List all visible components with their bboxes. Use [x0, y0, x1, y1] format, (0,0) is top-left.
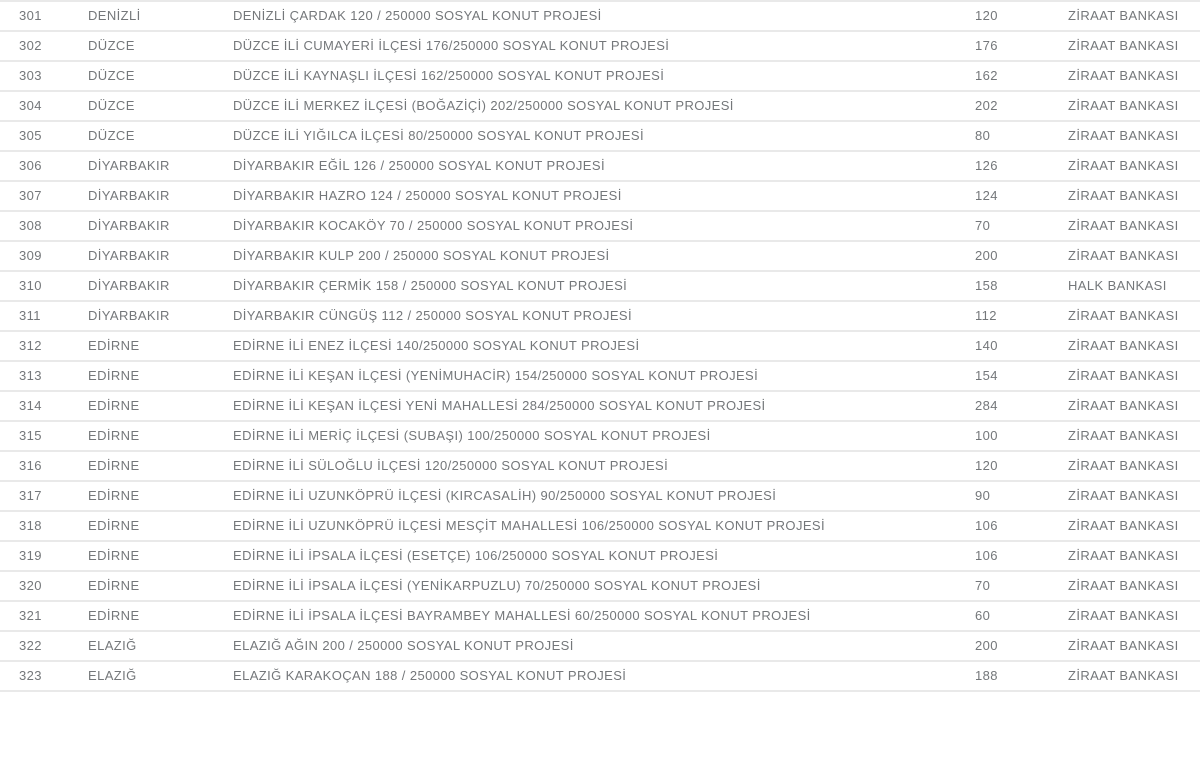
project-name-cell: EDİRNE İLİ UZUNKÖPRÜ İLÇESİ (KIRCASALİH) 90/250000 SOSYAL KONUT PROJESİ	[233, 488, 777, 503]
bank-name-cell: ZİRAAT BANKASI	[1068, 428, 1179, 443]
province-cell: DİYARBAKIR	[88, 278, 170, 293]
province-cell: DÜZCE	[88, 128, 135, 143]
unit-count-cell: 202	[975, 98, 998, 113]
province-cell: ELAZIĞ	[88, 668, 137, 683]
project-name-cell: EDİRNE İLİ İPSALA İLÇESİ (YENİKARPUZLU) 70/250000 SOSYAL KONUT PROJESİ	[233, 578, 761, 593]
row-number-cell: 304	[19, 98, 42, 113]
province-cell: ELAZIĞ	[88, 638, 137, 653]
unit-count-cell: 200	[975, 638, 998, 653]
row-number-cell: 322	[19, 638, 42, 653]
project-name-cell: ELAZIĞ AĞIN 200 / 250000 SOSYAL KONUT PROJESİ	[233, 638, 574, 653]
bank-name-cell: ZİRAAT BANKASI	[1068, 488, 1179, 503]
unit-count-cell: 176	[975, 38, 998, 53]
row-number-cell: 301	[19, 8, 42, 23]
project-name-cell: ELAZIĞ KARAKOÇAN 188 / 250000 SOSYAL KONUT PROJESİ	[233, 668, 627, 683]
unit-count-cell: 120	[975, 458, 998, 473]
project-name-cell: EDİRNE İLİ İPSALA İLÇESİ (ESETÇE) 106/250000 SOSYAL KONUT PROJESİ	[233, 548, 719, 563]
bank-name-cell: ZİRAAT BANKASI	[1068, 68, 1179, 83]
table-row	[0, 92, 1200, 122]
row-number-cell: 310	[19, 278, 42, 293]
table-row	[0, 212, 1200, 242]
bank-name-cell: ZİRAAT BANKASI	[1068, 608, 1179, 623]
province-cell: DİYARBAKIR	[88, 308, 170, 323]
table-row	[0, 512, 1200, 542]
row-number-cell: 320	[19, 578, 42, 593]
row-number-cell: 312	[19, 338, 42, 353]
project-name-cell: DİYARBAKIR ÇERMİK 158 / 250000 SOSYAL KONUT PROJESİ	[233, 278, 628, 293]
project-name-cell: EDİRNE İLİ MERİÇ İLÇESİ (SUBAŞI) 100/250000 SOSYAL KONUT PROJESİ	[233, 428, 711, 443]
row-number-cell: 309	[19, 248, 42, 263]
unit-count-cell: 154	[975, 368, 998, 383]
project-name-cell: DÜZCE İLİ YIĞILCA İLÇESİ 80/250000 SOSYAL KONUT PROJESİ	[233, 128, 644, 143]
province-cell: EDİRNE	[88, 608, 140, 623]
row-number-cell: 305	[19, 128, 42, 143]
province-cell: DÜZCE	[88, 98, 135, 113]
bank-name-cell: ZİRAAT BANKASI	[1068, 518, 1179, 533]
bank-name-cell: ZİRAAT BANKASI	[1068, 668, 1179, 683]
row-number-cell: 311	[19, 308, 41, 323]
bank-name-cell: ZİRAAT BANKASI	[1068, 38, 1179, 53]
row-number-cell: 313	[19, 368, 42, 383]
province-cell: EDİRNE	[88, 578, 140, 593]
table-row	[0, 422, 1200, 452]
table-row	[0, 152, 1200, 182]
project-name-cell: DENİZLİ ÇARDAK 120 / 250000 SOSYAL KONUT PROJESİ	[233, 8, 602, 23]
unit-count-cell: 70	[975, 218, 991, 233]
unit-count-cell: 60	[975, 608, 991, 623]
bank-name-cell: ZİRAAT BANKASI	[1068, 188, 1179, 203]
table-row	[0, 302, 1200, 332]
table-row	[0, 572, 1200, 602]
project-name-cell: DÜZCE İLİ CUMAYERİ İLÇESİ 176/250000 SOSYAL KONUT PROJESİ	[233, 38, 670, 53]
project-name-cell: EDİRNE İLİ İPSALA İLÇESİ BAYRAMBEY MAHALLESİ 60/250000 SOSYAL KONUT PROJESİ	[233, 608, 811, 623]
unit-count-cell: 120	[975, 8, 998, 23]
unit-count-cell: 80	[975, 128, 991, 143]
table-row	[0, 32, 1200, 62]
bank-name-cell: ZİRAAT BANKASI	[1068, 458, 1179, 473]
project-name-cell: DİYARBAKIR HAZRO 124 / 250000 SOSYAL KONUT PROJESİ	[233, 188, 622, 203]
project-name-cell: DÜZCE İLİ MERKEZ İLÇESİ (BOĞAZİÇİ) 202/250000 SOSYAL KONUT PROJESİ	[233, 98, 734, 113]
unit-count-cell: 70	[975, 578, 991, 593]
table-row	[0, 332, 1200, 362]
table-row	[0, 242, 1200, 272]
row-number-cell: 323	[19, 668, 42, 683]
project-name-cell: EDİRNE İLİ UZUNKÖPRÜ İLÇESİ MESÇİT MAHALLESİ 106/250000 SOSYAL KONUT PROJESİ	[233, 518, 825, 533]
province-cell: EDİRNE	[88, 368, 140, 383]
table-row	[0, 602, 1200, 632]
bank-name-cell: ZİRAAT BANKASI	[1068, 338, 1179, 353]
unit-count-cell: 124	[975, 188, 998, 203]
bank-name-cell: ZİRAAT BANKASI	[1068, 128, 1179, 143]
bank-name-cell: ZİRAAT BANKASI	[1068, 368, 1179, 383]
table-row	[0, 452, 1200, 482]
bank-name-cell: HALK BANKASI	[1068, 278, 1167, 293]
project-name-cell: DİYARBAKIR KULP 200 / 250000 SOSYAL KONUT PROJESİ	[233, 248, 610, 263]
bank-name-cell: ZİRAAT BANKASI	[1068, 98, 1179, 113]
province-cell: EDİRNE	[88, 338, 140, 353]
unit-count-cell: 106	[975, 518, 998, 533]
bank-name-cell: ZİRAAT BANKASI	[1068, 308, 1179, 323]
row-number-cell: 302	[19, 38, 42, 53]
row-number-cell: 303	[19, 68, 42, 83]
table-row	[0, 542, 1200, 572]
project-name-cell: DİYARBAKIR CÜNGÜŞ 112 / 250000 SOSYAL KONUT PROJESİ	[233, 308, 632, 323]
project-name-cell: EDİRNE İLİ KEŞAN İLÇESİ YENİ MAHALLESİ 284/250000 SOSYAL KONUT PROJESİ	[233, 398, 766, 413]
province-cell: EDİRNE	[88, 428, 140, 443]
province-cell: EDİRNE	[88, 488, 140, 503]
row-number-cell: 314	[19, 398, 42, 413]
table-row	[0, 632, 1200, 662]
row-number-cell: 319	[19, 548, 42, 563]
row-number-cell: 306	[19, 158, 42, 173]
unit-count-cell: 140	[975, 338, 998, 353]
row-number-cell: 315	[19, 428, 42, 443]
project-name-cell: EDİRNE İLİ ENEZ İLÇESİ 140/250000 SOSYAL KONUT PROJESİ	[233, 338, 640, 353]
row-number-cell: 308	[19, 218, 42, 233]
table-row	[0, 2, 1200, 32]
table-row	[0, 482, 1200, 512]
unit-count-cell: 162	[975, 68, 998, 83]
province-cell: DİYARBAKIR	[88, 218, 170, 233]
row-number-cell: 321	[19, 608, 42, 623]
project-name-cell: DİYARBAKIR KOCAKÖY 70 / 250000 SOSYAL KONUT PROJESİ	[233, 218, 634, 233]
bank-name-cell: ZİRAAT BANKASI	[1068, 548, 1179, 563]
province-cell: DENİZLİ	[88, 8, 141, 23]
province-cell: EDİRNE	[88, 398, 140, 413]
bank-name-cell: ZİRAAT BANKASI	[1068, 8, 1179, 23]
table-row	[0, 362, 1200, 392]
unit-count-cell: 188	[975, 668, 998, 683]
province-cell: DİYARBAKIR	[88, 158, 170, 173]
bank-name-cell: ZİRAAT BANKASI	[1068, 218, 1179, 233]
table-row	[0, 662, 1200, 692]
unit-count-cell: 112	[975, 308, 997, 323]
project-name-cell: EDİRNE İLİ SÜLOĞLU İLÇESİ 120/250000 SOSYAL KONUT PROJESİ	[233, 458, 669, 473]
bank-name-cell: ZİRAAT BANKASI	[1068, 158, 1179, 173]
project-name-cell: EDİRNE İLİ KEŞAN İLÇESİ (YENİMUHACİR) 154/250000 SOSYAL KONUT PROJESİ	[233, 368, 759, 383]
province-cell: EDİRNE	[88, 458, 140, 473]
unit-count-cell: 90	[975, 488, 991, 503]
province-cell: DİYARBAKIR	[88, 248, 170, 263]
bank-name-cell: ZİRAAT BANKASI	[1068, 578, 1179, 593]
bank-name-cell: ZİRAAT BANKASI	[1068, 248, 1179, 263]
bank-name-cell: ZİRAAT BANKASI	[1068, 398, 1179, 413]
unit-count-cell: 158	[975, 278, 998, 293]
table-row	[0, 122, 1200, 152]
row-number-cell: 317	[19, 488, 42, 503]
province-cell: DÜZCE	[88, 38, 135, 53]
row-number-cell: 307	[19, 188, 42, 203]
province-cell: EDİRNE	[88, 548, 140, 563]
unit-count-cell: 200	[975, 248, 998, 263]
table-row	[0, 62, 1200, 92]
project-name-cell: DİYARBAKIR EĞİL 126 / 250000 SOSYAL KONUT PROJESİ	[233, 158, 605, 173]
province-cell: EDİRNE	[88, 518, 140, 533]
table-row	[0, 392, 1200, 422]
row-number-cell: 316	[19, 458, 42, 473]
table-row	[0, 272, 1200, 302]
unit-count-cell: 100	[975, 428, 998, 443]
table-row	[0, 182, 1200, 212]
unit-count-cell: 284	[975, 398, 998, 413]
unit-count-cell: 106	[975, 548, 998, 563]
row-number-cell: 318	[19, 518, 42, 533]
province-cell: DİYARBAKIR	[88, 188, 170, 203]
unit-count-cell: 126	[975, 158, 998, 173]
province-cell: DÜZCE	[88, 68, 135, 83]
project-name-cell: DÜZCE İLİ KAYNAŞLI İLÇESİ 162/250000 SOSYAL KONUT PROJESİ	[233, 68, 665, 83]
bank-name-cell: ZİRAAT BANKASI	[1068, 638, 1179, 653]
